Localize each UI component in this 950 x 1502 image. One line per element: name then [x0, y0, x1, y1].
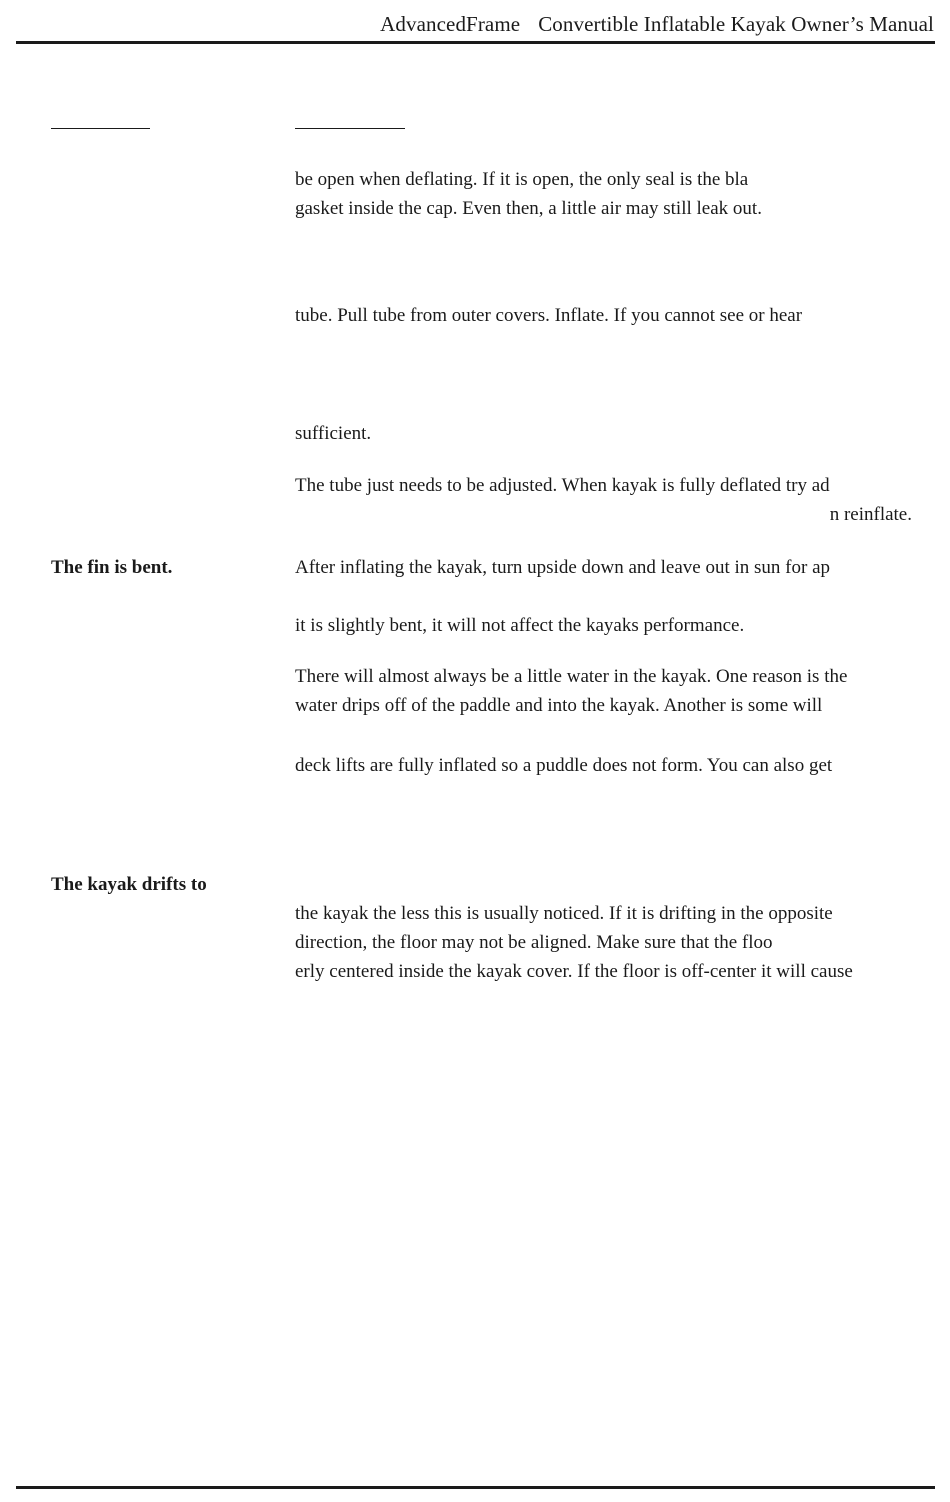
solution-line: There will almost always be a little water in the kayak. One reason is the [295, 666, 848, 687]
solution-line: erly centered inside the kayak cover. If the floor is off-center it will cause [295, 961, 853, 982]
solution-line: the kayak the less this is usually noticed. If it is drifting in the opposite [295, 903, 833, 924]
solution-line: be open when deflating. If it is open, the only seal is the bla [295, 169, 749, 190]
solution-line: it is slightly bent, it will not affect the kayaks performance. [295, 615, 745, 636]
solution-line: water drips off of the paddle and into the kayak. Another is some will [295, 695, 823, 716]
problem-label-fin-bent: The fin is bent. [51, 557, 173, 578]
solution-line: deck lifts are fully inflated so a puddle does not form. You can also get [295, 755, 833, 776]
solution-line: After inflating the kayak, turn upside down and leave out in sun for ap [295, 557, 831, 578]
problem-column-rule [51, 128, 150, 129]
footer-rule [16, 1486, 935, 1489]
running-header [380, 12, 934, 37]
header-manual-title: Convertible Inflatable Kayak Owner’s Manual [538, 12, 934, 36]
header-product-name: AdvancedFrame [380, 12, 521, 36]
solution-line: gasket inside the cap. Even then, a little air may still leak out. [295, 198, 762, 219]
solution-line: direction, the floor may not be aligned. Make sure that the floo [295, 932, 773, 953]
solution-line: n reinflate. [829, 504, 912, 525]
header-rule [16, 41, 935, 44]
problem-label-kayak-drifts: The kayak drifts to [51, 874, 207, 895]
solution-line: The tube just needs to be adjusted. When kayak is fully deflated try ad [295, 475, 830, 496]
solution-column-rule [295, 128, 405, 129]
solution-line: tube. Pull tube from outer covers. Inflate. If you cannot see or hear [295, 305, 803, 326]
solution-line: sufficient. [295, 423, 372, 444]
